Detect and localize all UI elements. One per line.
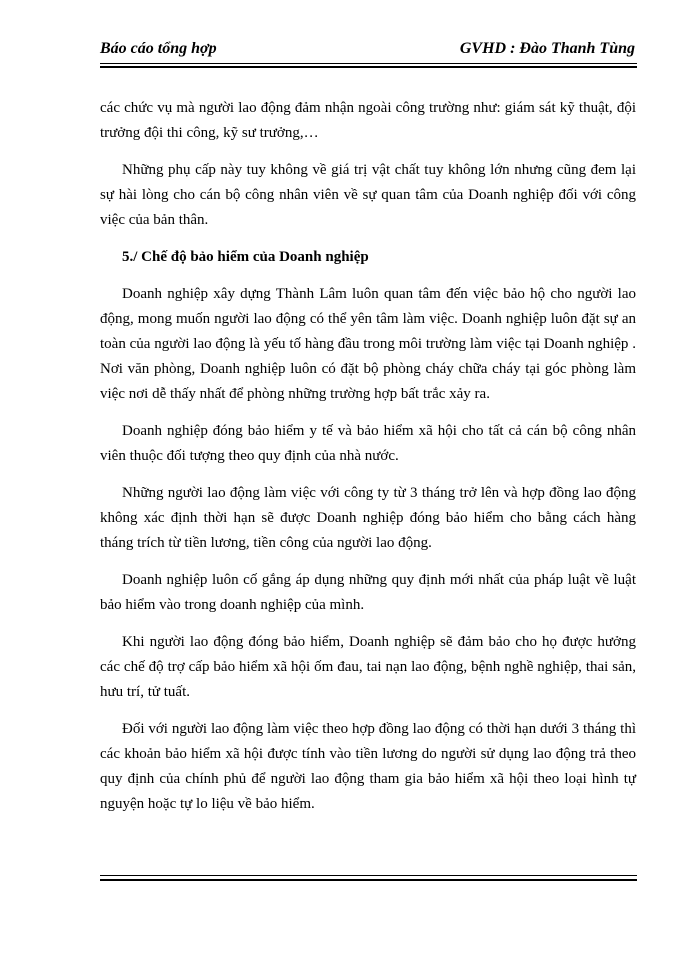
paragraph-law-compliance: Doanh nghiệp luôn cố gắng áp dụng những quy định mới nhất của pháp luật về luật bảo hiểm vào trong doanh nghiệp của mình. — [100, 572, 636, 613]
footer-rule-thick — [100, 879, 637, 881]
paragraph-health-insurance: Doanh nghiệp đóng bảo hiểm y tế và bảo hiểm xã hội cho tất cả cán bộ công nhân viên thuộc đối tượng theo quy định của nhà nước. — [100, 423, 636, 464]
footer-rule-thin — [100, 875, 637, 876]
section-heading-insurance: 5./ Chế độ bảo hiểm của Doanh nghiệp — [122, 249, 369, 265]
supervisor-label: GVHD : Đào Thanh Tùng — [459, 40, 635, 57]
page-header — [100, 38, 635, 62]
paragraph-continuation: các chức vụ mà người lao động đảm nhận ngoài công trường như: giám sát kỹ thuật, đội trưởng đội thi công, kỹ sư trưởng,… — [100, 100, 636, 141]
document-body — [100, 96, 636, 829]
paragraph-benefits: Khi người lao động đóng bảo hiểm, Doanh nghiệp sẽ đảm bảo cho họ được hưởng các chế độ trợ cấp bảo hiểm xã hội ốm đau, tai nạn lao động, bệnh nghề nghiệp, thai sản, hưu trí, tử tuất. — [100, 634, 636, 700]
paragraph-contract-workers: Những người lao động làm việc với công ty từ 3 tháng trở lên và hợp đồng lao động không xác định thời hạn sẽ được Doanh nghiệp đóng bảo hiểm cho bằng cách hàng tháng trích từ tiền lương, tiền công của người lao động. — [100, 485, 636, 551]
report-title: Báo cáo tổng hợp — [100, 40, 217, 57]
header-rule-thick — [100, 66, 637, 68]
paragraph-safety: Doanh nghiệp xây dựng Thành Lâm luôn quan tâm đến việc bảo hộ cho người lao động, mong muốn người lao động có thể yên tâm làm việc. Doanh nghiệp luôn đặt sự an toàn của người lao động là yếu tố hàng đầu trong môi trường làm việc tại Doanh nghiệp . Nơi văn phòng, Doanh nghiệp luôn có đặt bộ phòng cháy chữa cháy tại góc phòng làm việc nơi dễ thấy nhất để phòng những trường hợp bất trắc xảy ra. — [100, 286, 636, 402]
paragraph-allowances: Những phụ cấp này tuy không về giá trị vật chất tuy không lớn nhưng cũng đem lại sự hài lòng cho cán bộ công nhân viên về sự quan tâm của Doanh nghiệp đối với công việc của bản thân. — [100, 162, 636, 228]
header-rule-thin — [100, 63, 637, 64]
paragraph-short-term: Đối với người lao động làm việc theo hợp đồng lao động có thời hạn dưới 3 tháng thì các khoản bảo hiểm xã hội được tính vào tiền lương do người sử dụng lao động trả theo quy định của chính phủ để người lao động tham gia bảo hiểm xã hội theo loại hình tự nguyện hoặc tự lo liệu về bảo hiểm. — [100, 721, 636, 812]
